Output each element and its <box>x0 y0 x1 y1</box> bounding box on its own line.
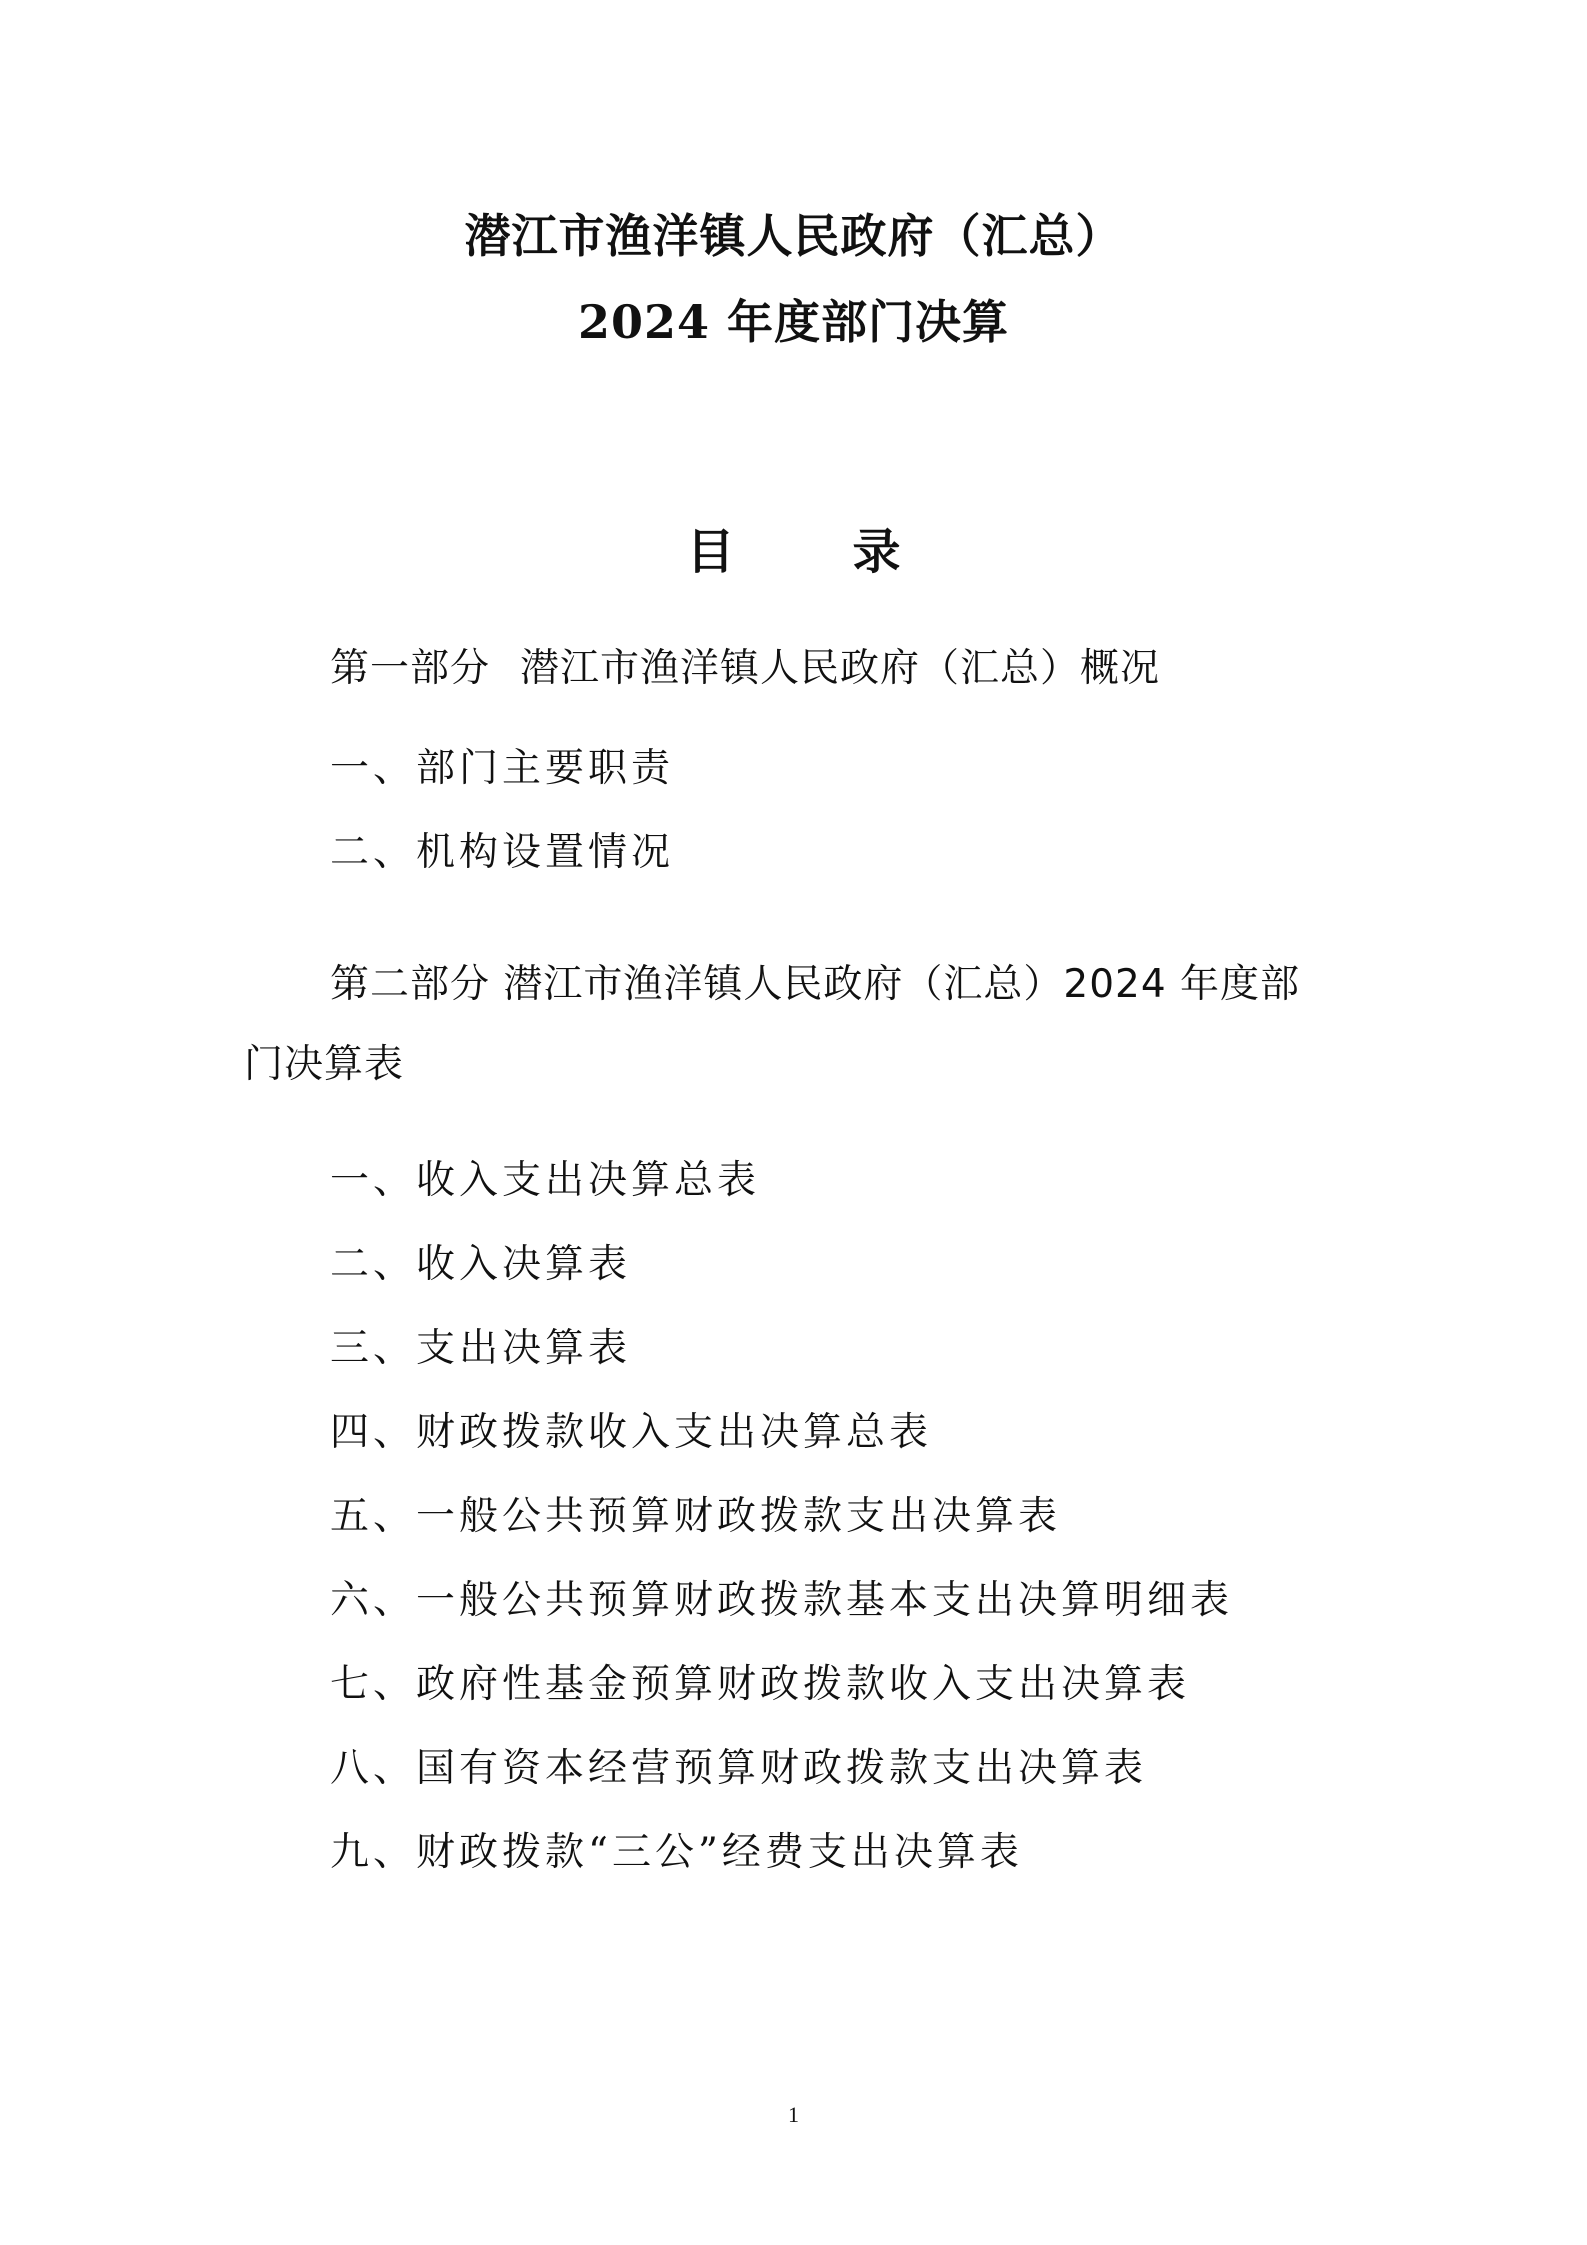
toc-part-1-heading <box>330 648 1160 690</box>
toc-part-1-item: 一、部门主要职责 <box>330 746 675 791</box>
toc-part-2-heading-line-2: 门决算表 <box>244 1042 405 1087</box>
toc-part-1-item: 二、机构设置情况 <box>330 830 675 875</box>
toc-part-2-item: 一、收入支出决算总表 <box>330 1158 761 1203</box>
toc-heading-char-1: 目 <box>686 524 735 580</box>
toc-part-2-item: 八、国有资本经营预算财政拨款支出决算表 <box>330 1746 1148 1791</box>
toc-part-2-item: 三、支出决算表 <box>330 1326 632 1371</box>
toc-part-1-label: 第一部分 <box>330 646 491 691</box>
toc-part-2-heading-line-1: 第二部分 潜江市渔洋镇人民政府（汇总）2024 年度部 <box>330 962 1301 1007</box>
toc-part-2-item: 九、财政拨款“三公”经费支出决算表 <box>330 1830 1023 1875</box>
toc-part-1-title: 潜江市渔洋镇人民政府（汇总）概况 <box>520 646 1161 691</box>
toc-part-2-item: 四、财政拨款收入支出决算总表 <box>330 1410 933 1455</box>
document-title-line-1: 潜江市渔洋镇人民政府（汇总） <box>464 209 1123 263</box>
document-title-line-2: 2024 年度部门决算 <box>577 295 1010 349</box>
toc-part-2-item: 二、收入决算表 <box>330 1242 632 1287</box>
toc-heading-char-2: 录 <box>852 524 901 580</box>
page-number: 1 <box>788 2102 799 2127</box>
toc-part-2-item: 五、一般公共预算财政拨款支出决算表 <box>330 1494 1062 1539</box>
toc-part-2-item: 七、政府性基金预算财政拨款收入支出决算表 <box>330 1662 1191 1707</box>
toc-part-2-item: 六、一般公共预算财政拨款基本支出决算明细表 <box>330 1578 1234 1623</box>
toc-heading <box>0 520 1587 584</box>
